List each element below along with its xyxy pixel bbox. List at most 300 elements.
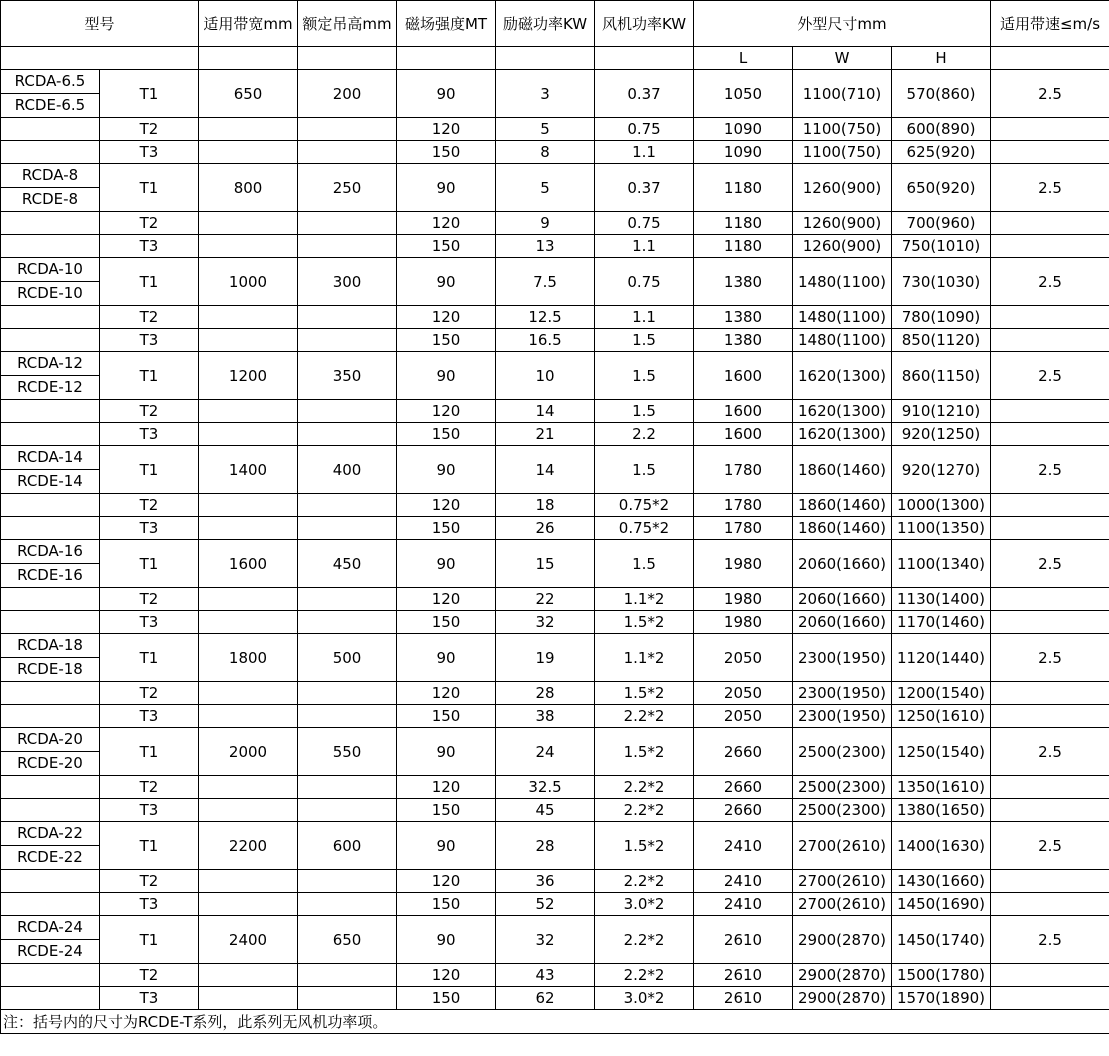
model-cell-empty <box>1 400 100 423</box>
field-strength-cell: 90 <box>397 822 496 870</box>
dim-h-cell: 1170(1460) <box>892 611 991 634</box>
field-strength-cell: 120 <box>397 964 496 987</box>
type-cell: T2 <box>100 306 199 329</box>
dim-w-cell: 2700(2610) <box>793 893 892 916</box>
excitation-power-cell: 24 <box>496 728 595 776</box>
belt-speed-cell <box>991 329 1109 352</box>
belt-width-cell: 1400 <box>199 446 298 494</box>
field-strength-cell: 120 <box>397 306 496 329</box>
belt-speed-cell <box>991 494 1109 517</box>
model-cell-empty <box>1 964 100 987</box>
dim-h-cell: 570(860) <box>892 70 991 118</box>
dim-l-cell: 2410 <box>694 893 793 916</box>
dim-l-cell: 1600 <box>694 352 793 400</box>
excitation-power-cell: 32 <box>496 611 595 634</box>
dim-h-cell: 1380(1650) <box>892 799 991 822</box>
belt-width-cell: 2200 <box>199 822 298 870</box>
dim-l-cell: 2050 <box>694 682 793 705</box>
type-cell: T1 <box>100 540 199 588</box>
model-cell-empty <box>1 235 100 258</box>
belt-speed-cell <box>991 517 1109 540</box>
belt-speed-cell: 2.5 <box>991 258 1109 306</box>
fan-power-cell: 1.5*2 <box>595 682 694 705</box>
table-row <box>1 705 1109 728</box>
excitation-power-cell: 3 <box>496 70 595 118</box>
lift-height-cell <box>298 141 397 164</box>
belt-width-cell <box>199 212 298 235</box>
belt-speed-cell <box>991 212 1109 235</box>
dim-l-cell: 1780 <box>694 446 793 494</box>
lift-height-cell: 300 <box>298 258 397 306</box>
dim-w-cell: 1100(750) <box>793 118 892 141</box>
type-cell: T1 <box>100 70 199 118</box>
table-row <box>1 352 1109 400</box>
model-e-label: RCDE-8 <box>21 190 79 208</box>
dim-l-cell: 2410 <box>694 822 793 870</box>
lift-height-cell: 200 <box>298 70 397 118</box>
dim-l-cell: 1090 <box>694 141 793 164</box>
excitation-power-cell: 36 <box>496 870 595 893</box>
subheader-dim-l: L <box>694 47 793 70</box>
field-strength-cell: 90 <box>397 164 496 212</box>
belt-speed-cell: 2.5 <box>991 70 1109 118</box>
dim-w-cell: 2700(2610) <box>793 870 892 893</box>
dim-l-cell: 2660 <box>694 728 793 776</box>
table-row <box>1 141 1109 164</box>
excitation-power-cell: 8 <box>496 141 595 164</box>
table-row <box>1 870 1109 893</box>
belt-width-cell <box>199 400 298 423</box>
dim-h-cell: 1450(1690) <box>892 893 991 916</box>
excitation-power-cell: 9 <box>496 212 595 235</box>
lift-height-cell: 400 <box>298 446 397 494</box>
fan-power-cell: 0.75 <box>595 118 694 141</box>
dim-h-cell: 1430(1660) <box>892 870 991 893</box>
type-cell: T3 <box>100 423 199 446</box>
dim-h-cell: 920(1270) <box>892 446 991 494</box>
table-row <box>1 916 1109 964</box>
header-row <box>1 1 1109 47</box>
subheader-dim-h: H <box>892 47 991 70</box>
field-strength-cell: 120 <box>397 682 496 705</box>
dim-h-cell: 1350(1610) <box>892 776 991 799</box>
field-strength-cell: 150 <box>397 423 496 446</box>
fan-power-cell: 0.37 <box>595 164 694 212</box>
type-cell: T3 <box>100 705 199 728</box>
dim-h-cell: 650(920) <box>892 164 991 212</box>
fan-power-cell: 0.75 <box>595 212 694 235</box>
model-cell-empty <box>1 212 100 235</box>
table-row <box>1 306 1109 329</box>
type-cell: T2 <box>100 118 199 141</box>
belt-width-cell: 1000 <box>199 258 298 306</box>
table-row <box>1 164 1109 212</box>
type-cell: T2 <box>100 682 199 705</box>
model-e-label: RCDE-16 <box>17 566 83 584</box>
model-cell <box>1 352 100 400</box>
lift-height-cell <box>298 588 397 611</box>
dim-h-cell: 1100(1340) <box>892 540 991 588</box>
fan-power-cell: 0.37 <box>595 70 694 118</box>
dim-w-cell: 2060(1660) <box>793 611 892 634</box>
belt-speed-cell <box>991 611 1109 634</box>
excitation-power-cell: 62 <box>496 987 595 1010</box>
dim-h-cell: 700(960) <box>892 212 991 235</box>
dim-w-cell: 2060(1660) <box>793 588 892 611</box>
type-cell: T2 <box>100 400 199 423</box>
header-belt-speed: 适用带速≤m/s <box>991 1 1109 47</box>
model-cell <box>1 916 100 964</box>
excitation-power-cell: 14 <box>496 446 595 494</box>
type-cell: T1 <box>100 822 199 870</box>
model-cell <box>1 70 100 118</box>
field-strength-cell: 150 <box>397 329 496 352</box>
field-strength-cell: 120 <box>397 494 496 517</box>
lift-height-cell: 450 <box>298 540 397 588</box>
model-cell-empty <box>1 517 100 540</box>
lift-height-cell: 350 <box>298 352 397 400</box>
model-cell-empty <box>1 494 100 517</box>
belt-width-cell <box>199 306 298 329</box>
belt-speed-cell <box>991 893 1109 916</box>
fan-power-cell: 1.5*2 <box>595 822 694 870</box>
dim-l-cell: 1380 <box>694 329 793 352</box>
lift-height-cell <box>298 987 397 1010</box>
model-a-label: RCDA-10 <box>1 258 99 282</box>
excitation-power-cell: 28 <box>496 682 595 705</box>
type-cell: T1 <box>100 634 199 682</box>
dim-l-cell: 1600 <box>694 423 793 446</box>
excitation-power-cell: 52 <box>496 893 595 916</box>
dim-l-cell: 1780 <box>694 494 793 517</box>
type-cell: T2 <box>100 870 199 893</box>
type-cell: T1 <box>100 164 199 212</box>
table-row <box>1 400 1109 423</box>
header-field-strength: 磁场强度MT <box>397 1 496 47</box>
type-cell: T3 <box>100 893 199 916</box>
lift-height-cell <box>298 423 397 446</box>
belt-width-cell: 2000 <box>199 728 298 776</box>
fan-power-cell: 2.2*2 <box>595 705 694 728</box>
model-cell-empty <box>1 588 100 611</box>
model-e-label: RCDE-14 <box>17 472 83 490</box>
dim-h-cell: 860(1150) <box>892 352 991 400</box>
belt-width-cell <box>199 987 298 1010</box>
field-strength-cell: 120 <box>397 776 496 799</box>
subheader-empty <box>1 47 199 70</box>
subheader-empty <box>991 47 1109 70</box>
field-strength-cell: 120 <box>397 400 496 423</box>
lift-height-cell: 550 <box>298 728 397 776</box>
model-e-label: RCDE-20 <box>17 754 83 772</box>
field-strength-cell: 150 <box>397 611 496 634</box>
dim-l-cell: 1380 <box>694 258 793 306</box>
belt-speed-cell <box>991 141 1109 164</box>
header-model: 型号 <box>1 1 199 47</box>
dim-h-cell: 1400(1630) <box>892 822 991 870</box>
table-row <box>1 258 1109 306</box>
table-row <box>1 588 1109 611</box>
subheader-empty <box>397 47 496 70</box>
fan-power-cell: 1.5*2 <box>595 728 694 776</box>
model-cell <box>1 634 100 682</box>
dim-w-cell: 1860(1460) <box>793 446 892 494</box>
fan-power-cell: 2.2*2 <box>595 964 694 987</box>
belt-speed-cell <box>991 588 1109 611</box>
fan-power-cell: 1.1 <box>595 306 694 329</box>
field-strength-cell: 120 <box>397 212 496 235</box>
table-row <box>1 70 1109 118</box>
table-row <box>1 212 1109 235</box>
excitation-power-cell: 13 <box>496 235 595 258</box>
belt-width-cell <box>199 118 298 141</box>
table-row <box>1 423 1109 446</box>
dim-w-cell: 2900(2870) <box>793 964 892 987</box>
dim-l-cell: 1980 <box>694 540 793 588</box>
subheader-empty <box>199 47 298 70</box>
subheader-dim-w: W <box>793 47 892 70</box>
dim-h-cell: 910(1210) <box>892 400 991 423</box>
dim-l-cell: 1380 <box>694 306 793 329</box>
model-cell-empty <box>1 870 100 893</box>
model-a-label: RCDA-8 <box>1 164 99 188</box>
table-row <box>1 494 1109 517</box>
dim-l-cell: 2410 <box>694 870 793 893</box>
excitation-power-cell: 32 <box>496 916 595 964</box>
belt-speed-cell: 2.5 <box>991 822 1109 870</box>
dim-w-cell: 1620(1300) <box>793 352 892 400</box>
table-row <box>1 446 1109 494</box>
subheader-empty <box>595 47 694 70</box>
fan-power-cell: 0.75*2 <box>595 494 694 517</box>
excitation-power-cell: 32.5 <box>496 776 595 799</box>
dim-l-cell: 2050 <box>694 634 793 682</box>
dim-l-cell: 2610 <box>694 987 793 1010</box>
fan-power-cell: 2.2*2 <box>595 799 694 822</box>
type-cell: T1 <box>100 258 199 306</box>
lift-height-cell <box>298 329 397 352</box>
belt-speed-cell: 2.5 <box>991 446 1109 494</box>
fan-power-cell: 1.1*2 <box>595 588 694 611</box>
lift-height-cell: 500 <box>298 634 397 682</box>
excitation-power-cell: 43 <box>496 964 595 987</box>
model-cell <box>1 540 100 588</box>
dim-w-cell: 2060(1660) <box>793 540 892 588</box>
spec-table-body <box>1 1 1109 1034</box>
dim-w-cell: 1860(1460) <box>793 517 892 540</box>
table-row <box>1 611 1109 634</box>
dim-h-cell: 1450(1740) <box>892 916 991 964</box>
table-row <box>1 235 1109 258</box>
excitation-power-cell: 12.5 <box>496 306 595 329</box>
type-cell: T2 <box>100 776 199 799</box>
model-cell <box>1 164 100 212</box>
belt-width-cell <box>199 893 298 916</box>
type-cell: T3 <box>100 987 199 1010</box>
model-a-label: RCDA-16 <box>1 540 99 564</box>
type-cell: T1 <box>100 916 199 964</box>
dim-h-cell: 750(1010) <box>892 235 991 258</box>
belt-speed-cell <box>991 799 1109 822</box>
belt-width-cell <box>199 423 298 446</box>
model-a-label: RCDA-24 <box>1 916 99 940</box>
table-row <box>1 329 1109 352</box>
lift-height-cell: 250 <box>298 164 397 212</box>
belt-width-cell <box>199 776 298 799</box>
dim-h-cell: 730(1030) <box>892 258 991 306</box>
table-row <box>1 964 1109 987</box>
model-cell-empty <box>1 329 100 352</box>
excitation-power-cell: 5 <box>496 118 595 141</box>
model-cell-empty <box>1 987 100 1010</box>
dim-l-cell: 2660 <box>694 776 793 799</box>
dim-h-cell: 1500(1780) <box>892 964 991 987</box>
field-strength-cell: 90 <box>397 70 496 118</box>
excitation-power-cell: 26 <box>496 517 595 540</box>
belt-speed-cell <box>991 870 1109 893</box>
header-fan-power: 风机功率KW <box>595 1 694 47</box>
excitation-power-cell: 5 <box>496 164 595 212</box>
dim-l-cell: 2610 <box>694 916 793 964</box>
belt-width-cell: 1600 <box>199 540 298 588</box>
belt-width-cell <box>199 494 298 517</box>
field-strength-cell: 90 <box>397 446 496 494</box>
excitation-power-cell: 45 <box>496 799 595 822</box>
dim-h-cell: 1000(1300) <box>892 494 991 517</box>
model-cell-empty <box>1 306 100 329</box>
type-cell: T2 <box>100 588 199 611</box>
field-strength-cell: 90 <box>397 352 496 400</box>
belt-width-cell: 800 <box>199 164 298 212</box>
belt-speed-cell: 2.5 <box>991 916 1109 964</box>
excitation-power-cell: 28 <box>496 822 595 870</box>
belt-width-cell <box>199 964 298 987</box>
belt-speed-cell <box>991 423 1109 446</box>
model-e-label: RCDE-12 <box>17 378 83 396</box>
type-cell: T1 <box>100 728 199 776</box>
dim-w-cell: 1480(1100) <box>793 258 892 306</box>
fan-power-cell: 3.0*2 <box>595 987 694 1010</box>
excitation-power-cell: 10 <box>496 352 595 400</box>
field-strength-cell: 150 <box>397 517 496 540</box>
dim-w-cell: 2300(1950) <box>793 682 892 705</box>
excitation-power-cell: 19 <box>496 634 595 682</box>
fan-power-cell: 3.0*2 <box>595 893 694 916</box>
field-strength-cell: 120 <box>397 118 496 141</box>
model-cell-empty <box>1 705 100 728</box>
table-row <box>1 987 1109 1010</box>
dim-h-cell: 1250(1610) <box>892 705 991 728</box>
lift-height-cell <box>298 893 397 916</box>
dim-h-cell: 920(1250) <box>892 423 991 446</box>
header-lift-height: 额定吊高mm <box>298 1 397 47</box>
excitation-power-cell: 21 <box>496 423 595 446</box>
excitation-power-cell: 7.5 <box>496 258 595 306</box>
field-strength-cell: 90 <box>397 916 496 964</box>
model-a-label: RCDA-6.5 <box>1 70 99 94</box>
footnote: 注：括号内的尺寸为RCDE-T系列，此系列无风机功率项。 <box>1 1010 1109 1034</box>
belt-width-cell: 2400 <box>199 916 298 964</box>
type-cell: T2 <box>100 212 199 235</box>
excitation-power-cell: 18 <box>496 494 595 517</box>
excitation-power-cell: 22 <box>496 588 595 611</box>
field-strength-cell: 150 <box>397 235 496 258</box>
dim-h-cell: 1100(1350) <box>892 517 991 540</box>
table-row <box>1 893 1109 916</box>
fan-power-cell: 1.5 <box>595 400 694 423</box>
excitation-power-cell: 16.5 <box>496 329 595 352</box>
belt-speed-cell: 2.5 <box>991 352 1109 400</box>
field-strength-cell: 90 <box>397 540 496 588</box>
fan-power-cell: 1.5 <box>595 446 694 494</box>
belt-width-cell <box>199 799 298 822</box>
fan-power-cell: 1.5 <box>595 352 694 400</box>
dim-h-cell: 1250(1540) <box>892 728 991 776</box>
fan-power-cell: 1.1 <box>595 235 694 258</box>
dim-w-cell: 2700(2610) <box>793 822 892 870</box>
lift-height-cell: 650 <box>298 916 397 964</box>
model-cell-empty <box>1 423 100 446</box>
lift-height-cell <box>298 964 397 987</box>
field-strength-cell: 120 <box>397 870 496 893</box>
lift-height-cell <box>298 212 397 235</box>
lift-height-cell <box>298 494 397 517</box>
fan-power-cell: 2.2*2 <box>595 776 694 799</box>
lift-height-cell <box>298 799 397 822</box>
model-a-label: RCDA-20 <box>1 728 99 752</box>
table-row <box>1 822 1109 870</box>
lift-height-cell <box>298 118 397 141</box>
lift-height-cell <box>298 235 397 258</box>
header-excitation-power: 励磁功率KW <box>496 1 595 47</box>
dim-l-cell: 1180 <box>694 164 793 212</box>
model-e-label: RCDE-22 <box>17 848 83 866</box>
field-strength-cell: 90 <box>397 258 496 306</box>
subheader-empty <box>496 47 595 70</box>
fan-power-cell: 0.75*2 <box>595 517 694 540</box>
belt-width-cell <box>199 682 298 705</box>
belt-speed-cell <box>991 400 1109 423</box>
model-cell-empty <box>1 799 100 822</box>
excitation-power-cell: 38 <box>496 705 595 728</box>
belt-speed-cell: 2.5 <box>991 728 1109 776</box>
belt-width-cell <box>199 235 298 258</box>
header-belt-width: 适用带宽mm <box>199 1 298 47</box>
fan-power-cell: 0.75 <box>595 258 694 306</box>
belt-width-cell <box>199 517 298 540</box>
dim-h-cell: 600(890) <box>892 118 991 141</box>
dim-h-cell: 1570(1890) <box>892 987 991 1010</box>
dim-h-cell: 1130(1400) <box>892 588 991 611</box>
model-e-label: RCDE-10 <box>17 284 83 302</box>
subheader-empty <box>298 47 397 70</box>
table-row <box>1 118 1109 141</box>
field-strength-cell: 150 <box>397 141 496 164</box>
field-strength-cell: 90 <box>397 634 496 682</box>
dim-h-cell: 625(920) <box>892 141 991 164</box>
excitation-power-cell: 14 <box>496 400 595 423</box>
lift-height-cell <box>298 776 397 799</box>
field-strength-cell: 120 <box>397 588 496 611</box>
model-a-label: RCDA-22 <box>1 822 99 846</box>
model-cell <box>1 258 100 306</box>
table-row <box>1 540 1109 588</box>
fan-power-cell: 2.2 <box>595 423 694 446</box>
type-cell: T3 <box>100 517 199 540</box>
type-cell: T3 <box>100 141 199 164</box>
belt-speed-cell: 2.5 <box>991 634 1109 682</box>
dim-w-cell: 1100(750) <box>793 141 892 164</box>
